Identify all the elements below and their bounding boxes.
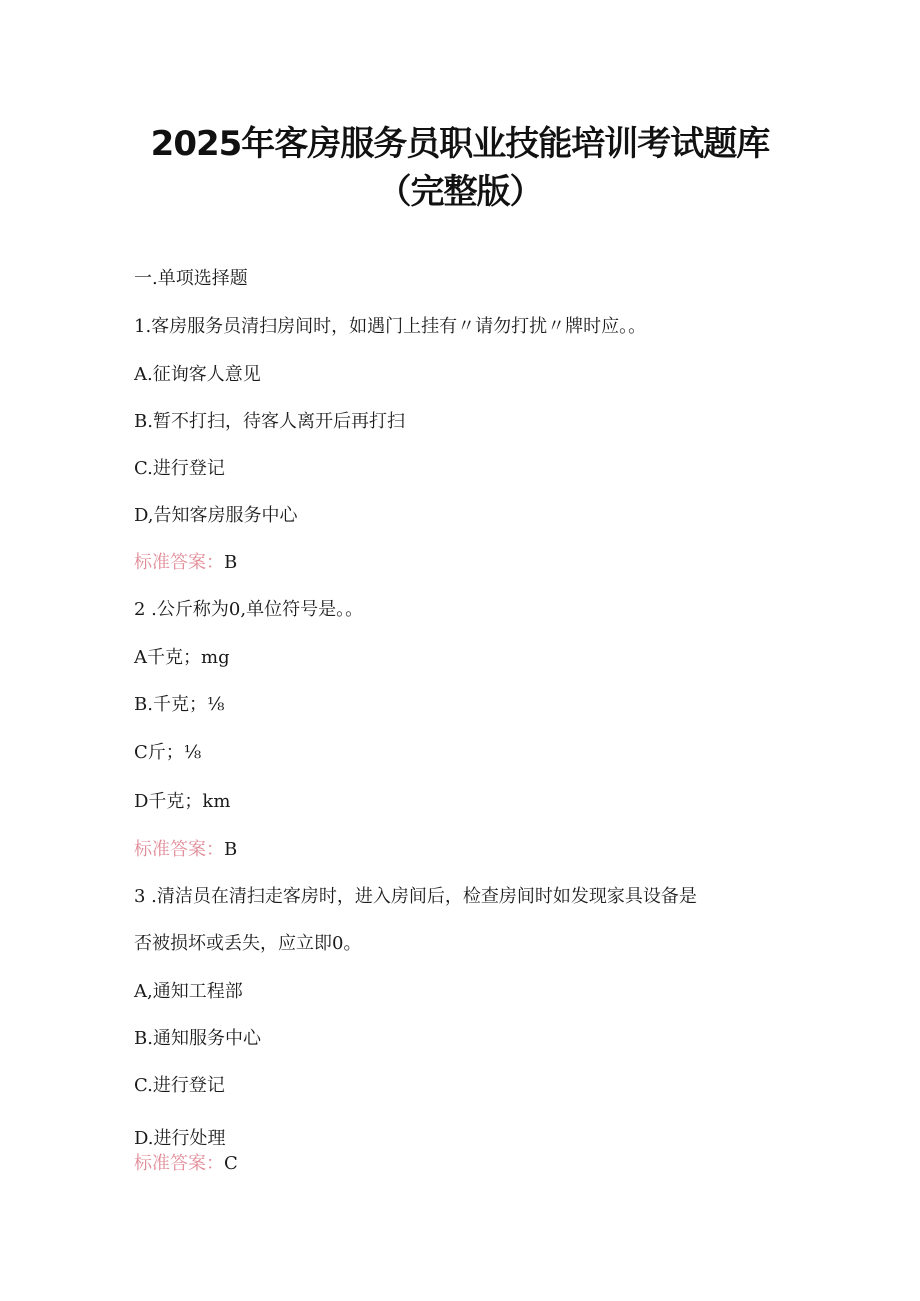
- question-3-stem-line1: 3 .清洁员在清扫走客房时，进入房间后，检查房间时如发现家具设备是: [134, 886, 697, 907]
- question-2-option-c: C斤；⅛: [134, 742, 202, 763]
- question-2-answer: [134, 839, 237, 861]
- question-1-option-b: B.暂不打扫，待客人离开后再打扫: [134, 411, 405, 432]
- question-2-option-b: B.千克；⅛: [134, 694, 225, 715]
- answer-label: 标准答案：: [134, 1153, 224, 1174]
- document-title-line1: 2025年客房服务员职业技能培训考试题库: [150, 124, 770, 164]
- answer-label: 标准答案：: [134, 839, 224, 860]
- question-1-answer: [134, 552, 237, 574]
- question-3-option-d: D.进行处理: [134, 1128, 226, 1149]
- question-3-option-c: C.进行登记: [134, 1075, 225, 1096]
- question-2-option-d: D千克；km: [134, 791, 231, 812]
- answer-value: B: [224, 552, 238, 573]
- question-2-option-a: A千克；mg: [134, 647, 230, 668]
- answer-value: B: [224, 839, 238, 860]
- question-1-option-c: C.进行登记: [134, 458, 225, 479]
- question-3-option-a: A,通知工程部: [134, 981, 243, 1002]
- question-3-answer: [134, 1153, 238, 1175]
- section-heading: 一.单项选择题: [134, 268, 248, 289]
- question-3-option-b: B.通知服务中心: [134, 1028, 261, 1049]
- question-3-stem-line2: 否被损坏或丢失，应立即0。: [134, 933, 362, 954]
- question-1-option-d: D,告知客房服务中心: [134, 505, 298, 526]
- document-title-line2: （完整版）: [377, 172, 543, 212]
- question-2-stem: 2 .公斤称为0,单位符号是。。: [134, 599, 364, 620]
- question-1-stem: 1.客房服务员清扫房间时，如遇门上挂有〃请勿打扰〃牌时应。。: [134, 316, 647, 337]
- answer-value: C: [224, 1153, 238, 1174]
- question-1-option-a: A.征询客人意见: [134, 364, 261, 385]
- answer-label: 标准答案：: [134, 552, 224, 573]
